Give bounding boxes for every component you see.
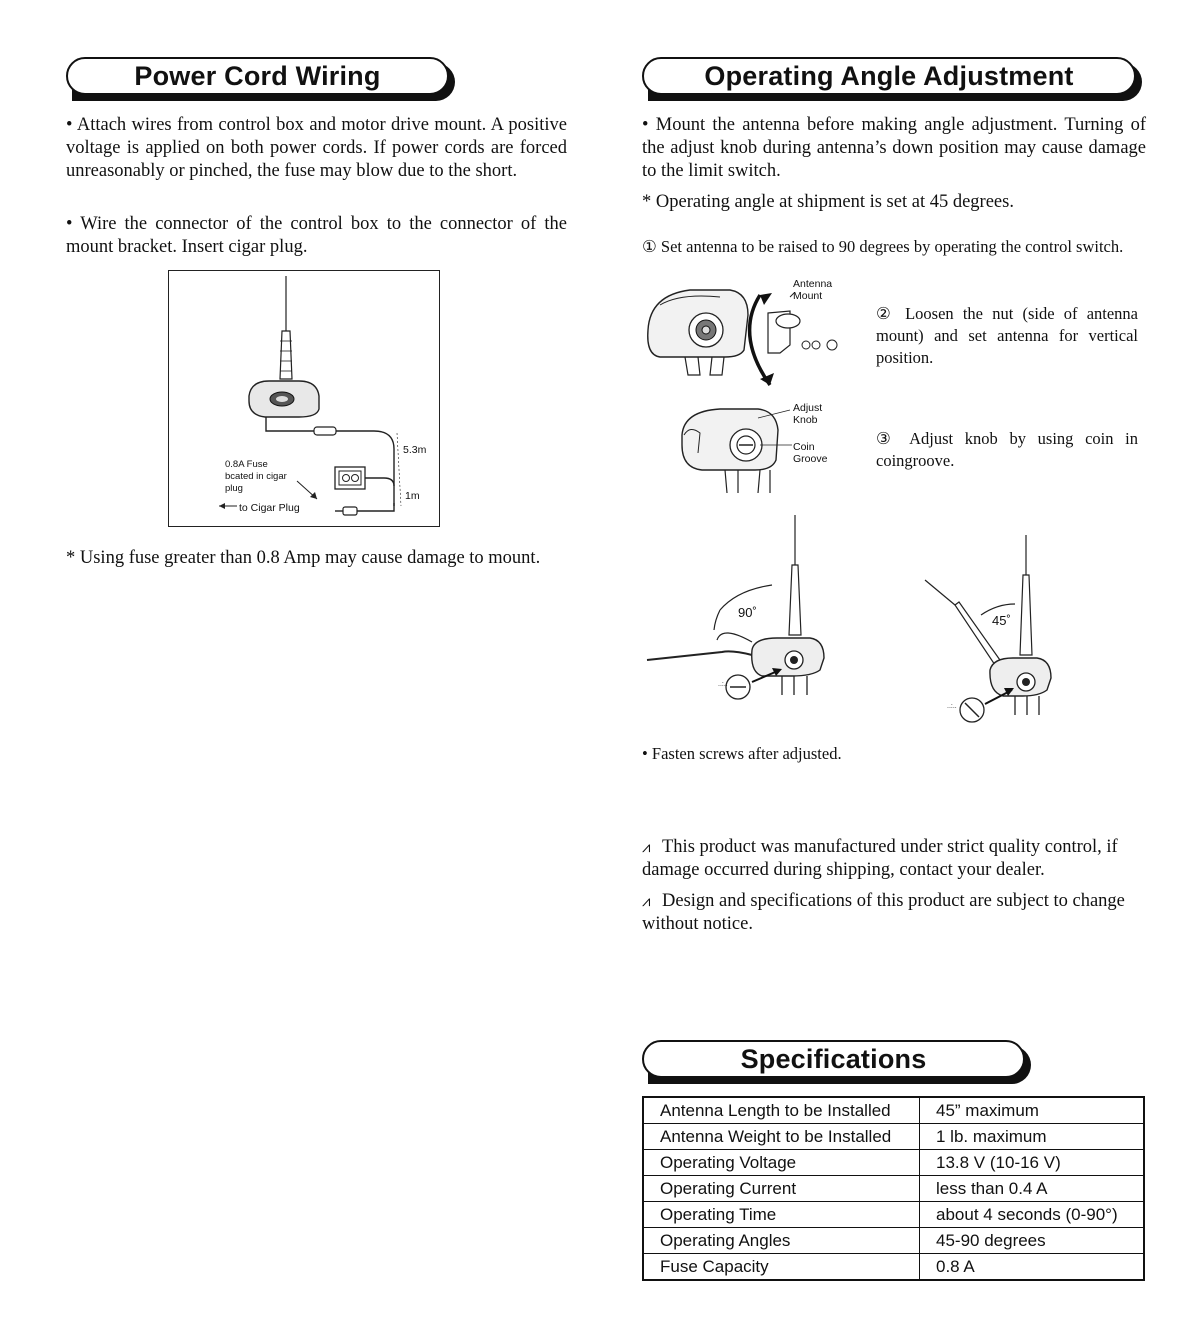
fuse-warning-note: * Using fuse greater than 0.8 Amp may cause damage to mount. [66,548,541,568]
wiring-diagram-drawing [169,271,439,526]
spec-value: about 4 seconds (0-90°) [920,1202,1145,1228]
warning-caret-icon: ⩘ [642,892,651,910]
svg-text:..:..: ..:.. [718,681,728,688]
wiring-instruction-1: • Attach wires from control box and motor drive mount. A positive voltage is applied on both power cords. If power cords are forced unreasonably or pinched, the fuse may blow due to the short. [66,115,567,181]
step-2-text: ② Loosen the nut (side of antenna mount) and set antenna for vertical position. [876,304,1138,367]
mount-adjustment-illustration [640,275,850,505]
angle-45-illustration [915,530,1075,730]
spec-value: 45” maximum [920,1097,1145,1124]
power-cord-wiring-header [66,57,449,95]
cable-length-1m-label: 1m [405,490,420,502]
spec-change-notice-text: Design and specifications of this product are subject to change without notice. [642,891,1125,934]
spec-label: Operating Current [643,1176,920,1202]
step-1-text: ① Set antenna to be raised to 90 degrees by operating the control switch. [642,237,1124,256]
spec-label: Fuse Capacity [643,1254,920,1281]
specifications-title: Specifications [642,1040,1025,1078]
spec-row [643,1124,1144,1150]
spec-change-notice [642,890,1146,936]
spec-value: less than 0.4 A [920,1176,1145,1202]
cable-length-53m-label: 5.3m [403,444,427,456]
spec-row [643,1150,1144,1176]
angle-instruction-1: • Mount the antenna before making angle adjustment. Turning of the adjust knob during antenna’s down position may cause damage to the limit switch. [642,115,1146,181]
svg-text:..:..: ..:.. [947,703,957,710]
spec-value: 13.8 V (10-16 V) [920,1150,1145,1176]
shipment-angle-note: * Operating angle at shipment is set at 45 degrees. [642,192,1014,212]
power-cord-wiring-title: Power Cord Wiring [66,57,449,95]
spec-row [643,1176,1144,1202]
spec-label: Operating Voltage [643,1150,920,1176]
operating-angle-header [642,57,1136,95]
warning-caret-icon: ⩘ [642,838,651,856]
coin-groove-label: Coin Groove [793,441,828,465]
spec-label: Operating Time [643,1202,920,1228]
spec-value: 1 lb. maximum [920,1124,1145,1150]
quality-notice-text: This product was manufactured under strict quality control, if damage occurred during shipping, contact your dealer. [642,837,1118,880]
specifications-table [642,1096,1145,1281]
spec-label: Antenna Length to be Installed [643,1097,920,1124]
spec-row [643,1097,1144,1124]
specifications-header [642,1040,1025,1078]
spec-label: Antenna Weight to be Installed [643,1124,920,1150]
spec-row [643,1254,1144,1281]
wiring-instruction-2: • Wire the connector of the control box to the connector of the mount bracket. Insert cigar plug. [66,214,567,257]
cigar-plug-label: to Cigar Plug [239,502,300,514]
spec-row [643,1202,1144,1228]
fuse-location-label: 0.8A Fuse bcated in cigar plug [225,459,287,494]
angle-45-label: 45˚ [992,613,1011,628]
spec-label: Operating Angles [643,1228,920,1254]
spec-value: 45-90 degrees [920,1228,1145,1254]
fasten-screws-note: • Fasten screws after adjusted. [642,744,842,763]
wiring-diagram [168,270,440,527]
adjust-knob-label: Adjust Knob [793,402,823,426]
antenna-mount-label: Antenna Mount [793,278,833,302]
step-3-text: ③ Adjust knob by using coin in coingroove. [876,429,1138,470]
quality-notice [642,836,1146,882]
spec-row [643,1228,1144,1254]
angle-90-label: 90˚ [738,605,757,620]
spec-value: 0.8 A [920,1254,1145,1281]
operating-angle-title: Operating Angle Adjustment [642,57,1136,95]
